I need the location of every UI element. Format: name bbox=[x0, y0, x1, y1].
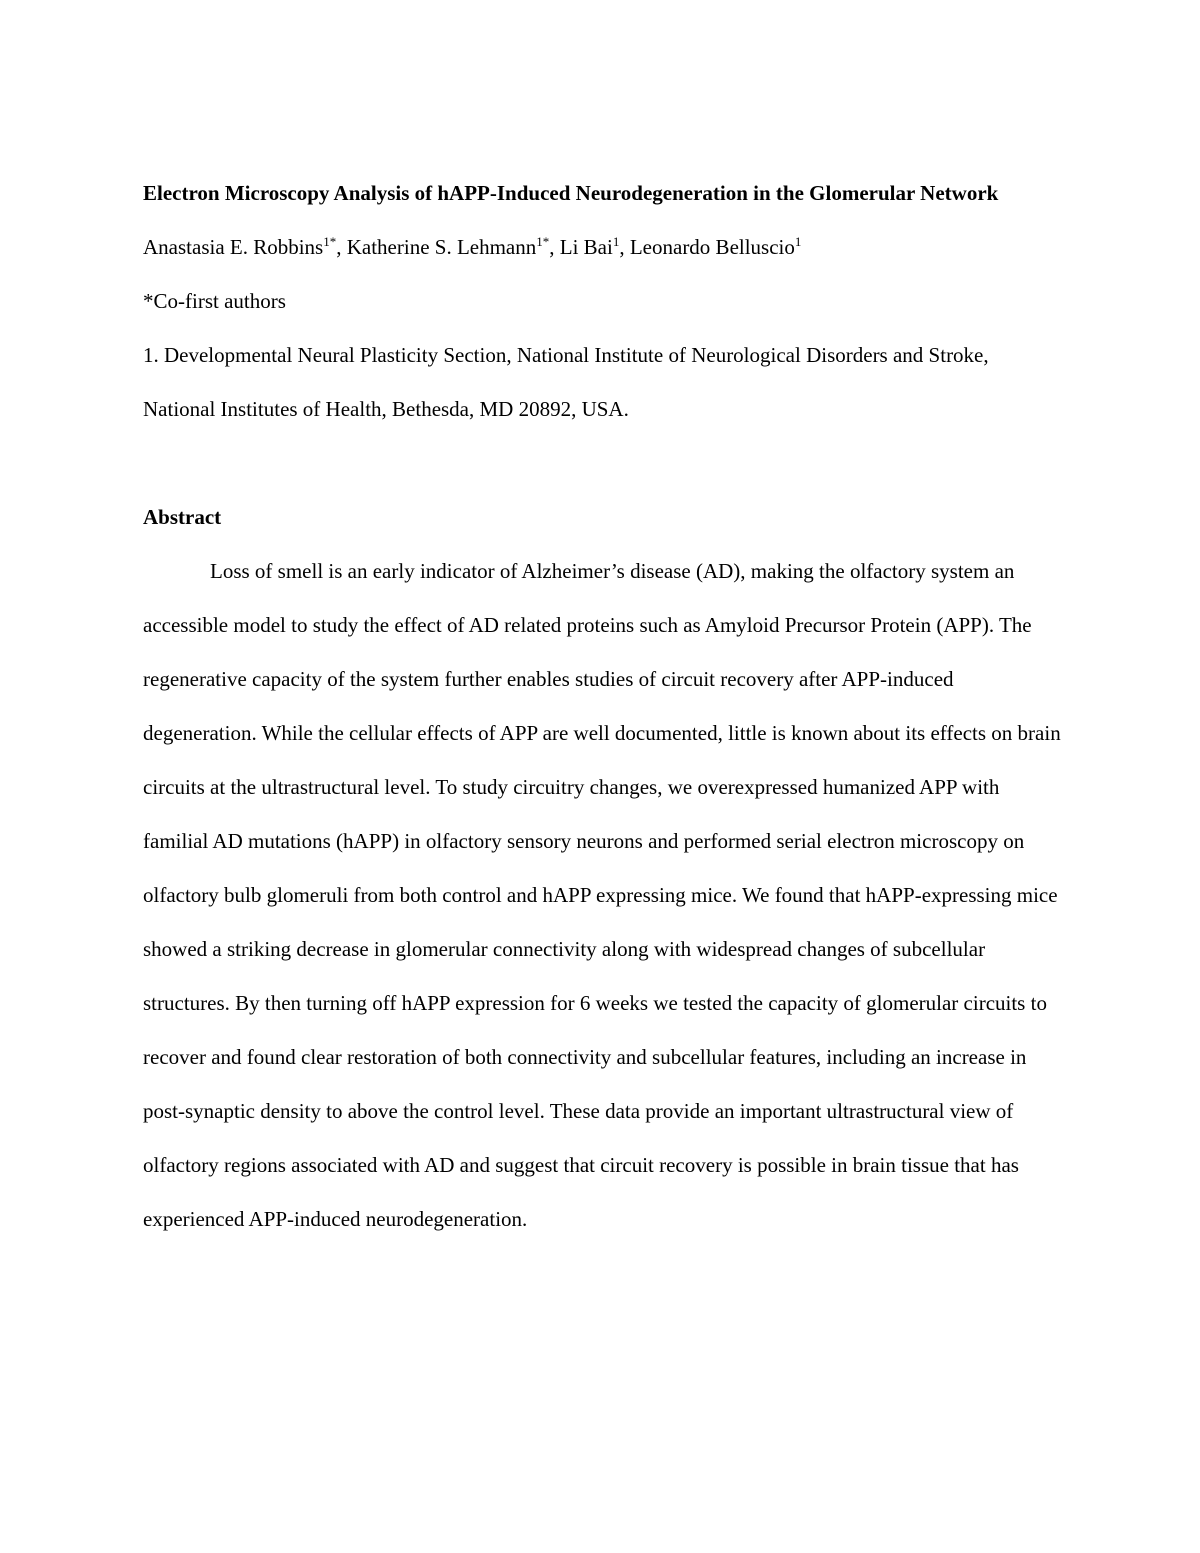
author-separator: , bbox=[336, 235, 347, 259]
author-name: Anastasia E. Robbins bbox=[143, 235, 324, 259]
author-name: Katherine S. Lehmann bbox=[346, 235, 537, 259]
author-separator: , bbox=[619, 235, 630, 259]
author-affiliation-mark: 1* bbox=[536, 234, 550, 249]
section-spacer bbox=[143, 436, 1063, 490]
author-affiliation-mark: 1 bbox=[612, 234, 620, 249]
author-affiliation-mark: 1 bbox=[794, 234, 802, 249]
author-name: Leonardo Belluscio bbox=[629, 235, 795, 259]
paper-title: Electron Microscopy Analysis of hAPP-Induced Neurodegeneration in the Glomerular Network bbox=[143, 181, 999, 205]
author-affiliation-mark: 1* bbox=[323, 234, 337, 249]
author-list bbox=[143, 220, 1063, 274]
abstract-text: Loss of smell is an early indicator of Alzheimer’s disease (AD), making the olfactory system an accessible model to study the effect of AD related proteins such as Amyloid Precursor Protein (APP). The regenerative capacity of the system further enables studies of circuit recovery after APP-induced degeneration. While the cellular effects of APP are well documented, little is known about its effects on brain circuits at the ultrastructural level. To study circuitry changes, we overexpressed humanized APP with familial AD mutations (hAPP) in olfactory sensory neurons and performed serial electron microscopy on olfactory bulb glomeruli from both control and hAPP expressing mice. We found that hAPP-expressing mice showed a striking decrease in glomerular connectivity along with widespread changes of subcellular structures. By then turning off hAPP expression for 6 weeks we tested the capacity of glomerular circuits to recover and found clear restoration of both connectivity and subcellular features, including an increase in post-synaptic density to above the control level. These data provide an important ultrastructural view of olfactory regions associated with AD and suggest that circuit recovery is possible in brain tissue that has experienced APP-induced neurodegeneration. bbox=[143, 559, 1061, 1231]
co-first-author-note: *Co-first authors bbox=[143, 289, 286, 313]
abstract-heading: Abstract bbox=[143, 505, 222, 529]
author-separator: , bbox=[549, 235, 560, 259]
page-content bbox=[143, 166, 1063, 1246]
author-name: Li Bai bbox=[559, 235, 613, 259]
affiliation: 1. Developmental Neural Plasticity Section, National Institute of Neurological Disorders and Stroke, National Institutes of Health, Bethesda, MD 20892, USA. bbox=[143, 343, 989, 421]
